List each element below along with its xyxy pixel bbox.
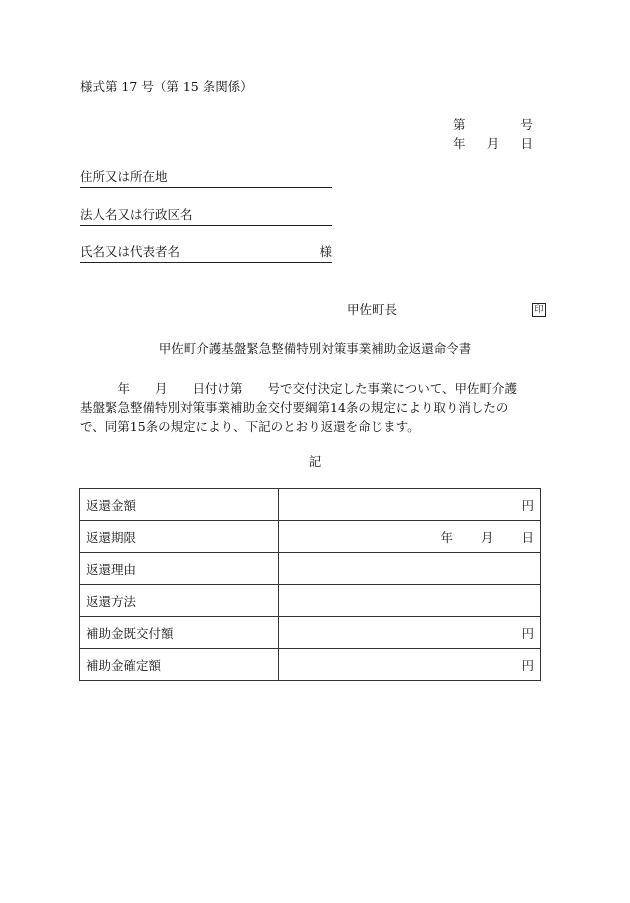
date-month: 月	[480, 529, 494, 545]
doc-number-suffix: 号	[520, 117, 533, 132]
date-year: 年	[440, 529, 453, 545]
row-value	[279, 553, 541, 585]
table-row	[80, 585, 541, 617]
row-value: 円	[279, 489, 541, 521]
address-line	[80, 169, 332, 188]
seal-mark: 印	[532, 303, 546, 317]
body-text	[80, 379, 550, 436]
doc-date-day: 日	[520, 136, 533, 151]
doc-number-prefix: 第	[453, 117, 466, 132]
row-value	[279, 585, 541, 617]
document-number	[453, 119, 533, 132]
honorific: 様	[319, 244, 332, 259]
row-label: 返還期限	[80, 521, 279, 553]
ki-heading: 記	[308, 454, 322, 469]
table-row	[80, 617, 541, 649]
name-label: 氏名又は代表者名	[80, 244, 181, 259]
row-value: 円	[279, 649, 541, 681]
row-label: 返還方法	[80, 585, 279, 617]
row-value: 円	[279, 617, 541, 649]
row-value-date	[279, 521, 541, 553]
detail-table	[79, 488, 541, 681]
doc-date-month: 月	[486, 136, 500, 151]
doc-date-year: 年	[453, 136, 466, 151]
address-label: 住所又は所在地	[80, 169, 168, 184]
corporation-label: 法人名又は行政区名	[80, 207, 193, 222]
corporation-line	[80, 207, 332, 226]
date-day: 日	[521, 529, 534, 545]
row-label: 返還理由	[80, 553, 279, 585]
document-date	[453, 138, 533, 151]
issuer-title: 甲佐町長	[347, 302, 398, 317]
table-row	[80, 649, 541, 681]
body-line: で、同第15条の規定により、下記のとおり返還を命じます。	[80, 419, 420, 434]
name-line	[80, 244, 332, 263]
row-label: 補助金確定額	[80, 649, 279, 681]
table-row	[80, 489, 541, 521]
body-line: 年 月 日付け第 号で交付決定した事業について、甲佐町介護	[80, 381, 518, 396]
row-label: 返還金額	[80, 489, 279, 521]
row-label: 補助金既交付額	[80, 617, 279, 649]
document-title: 甲佐町介護基盤緊急整備特別対策事業補助金返還命令書	[158, 341, 472, 356]
body-line: 基盤緊急整備特別対策事業補助金交付要綱第14条の規定により取り消したの	[80, 400, 509, 415]
table-row	[80, 553, 541, 585]
table-row	[80, 521, 541, 553]
form-number: 様式第 17 号（第 15 条関係）	[80, 79, 253, 94]
